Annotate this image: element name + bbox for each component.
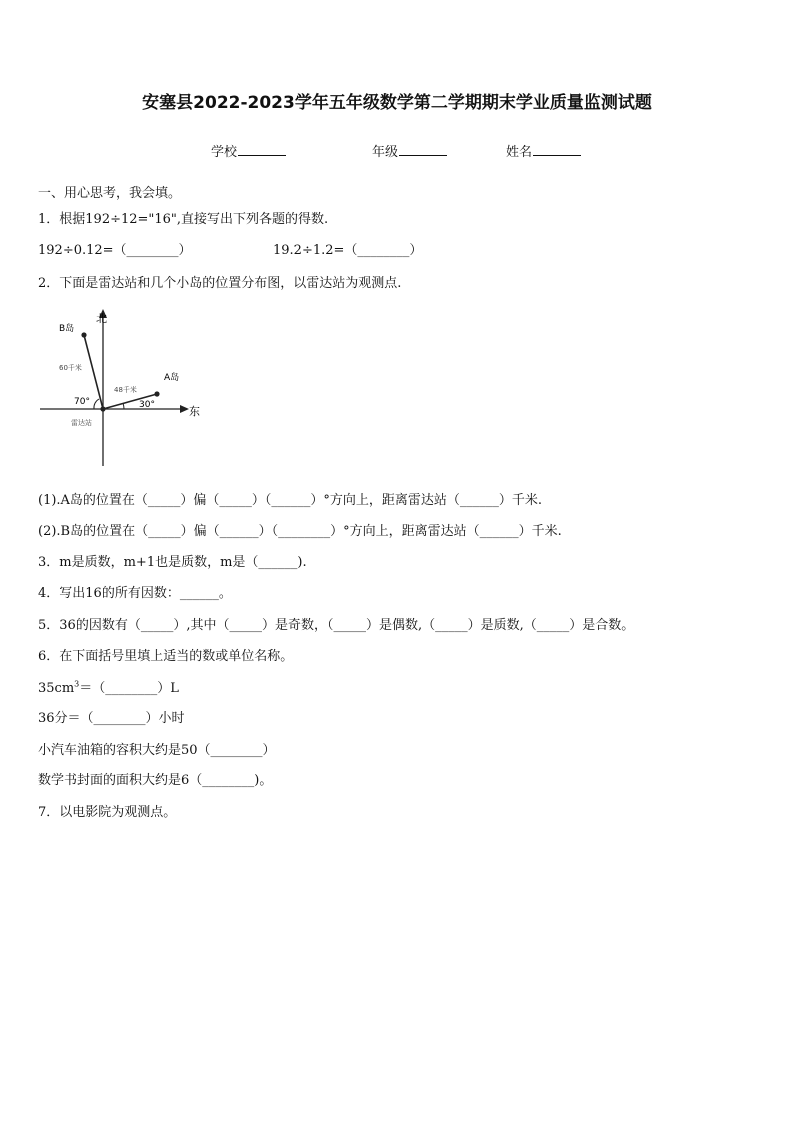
q1a-right: ） [178,243,192,258]
angle-b-label: 70° [74,397,90,407]
island-a-label: A岛 [164,373,180,383]
q6-volume-answer[interactable]: ＝（________）L [79,681,179,696]
question-4[interactable]: 4．写出16的所有因数：______。 [38,586,232,601]
question-3[interactable]: 3．m是质数，m+1也是质数，m是（______). [38,555,307,570]
q1b-answer-blank[interactable]: ________ [357,243,410,258]
north-label: 北 [96,312,107,325]
question-6-line-1[interactable] [38,677,179,696]
east-arrow-icon [180,405,189,413]
distance-b-label: 60千米 [59,364,82,372]
q6-volume-exponent: 3 [74,679,80,689]
question-1-stem: 1．根据192÷12="16",直接写出下列各题的得数. [38,212,329,227]
q1a-left: 192÷0.12=（ [38,243,127,258]
school-label: 学校 [211,145,238,160]
grade-blank[interactable] [399,143,447,156]
school-field[interactable] [211,141,286,160]
station-label: 雷达站 [71,419,92,427]
name-blank[interactable] [533,143,581,156]
name-field[interactable] [506,141,581,160]
q1b-left: 19.2÷1.2=（ [273,243,358,258]
question-2-stem: 2．下面是雷达站和几个小岛的位置分布图，以雷达站为观测点. [38,276,402,291]
grade-field[interactable] [372,141,447,160]
q6-volume-value: 35cm [38,681,75,696]
school-blank[interactable] [238,143,286,156]
q1a-answer-blank[interactable]: ________ [126,243,179,258]
island-b-label: B岛 [59,324,75,334]
question-6-stem: 6．在下面括号里填上适当的数或单位名称。 [38,649,294,664]
q1b-right: ） [409,243,423,258]
station-dot [100,406,105,411]
question-2-part-1[interactable]: (1).A岛的位置在（_____）偏（_____）（______）°方向上，距离雷达站（______）千米. [38,493,543,508]
distance-a-label: 48千米 [114,386,137,394]
section-heading: 一、用心思考，我会填。 [38,186,182,201]
angle-a-label: 30° [139,400,155,410]
question-1-a [38,239,192,258]
island-a-dot [154,391,159,396]
question-2-part-2[interactable]: (2).B岛的位置在（_____）偏（______）（________）°方向上，距离雷达站（______）千米. [38,524,562,539]
question-6-line-3[interactable]: 小汽车油箱的容积大约是50（________） [38,743,276,758]
name-label: 姓名 [506,145,533,160]
grade-label: 年级 [372,145,399,160]
page-title: 安塞县2022-2023学年五年级数学第二学期期末学业质量监测试题 [142,93,652,113]
question-1-b [273,239,422,258]
question-6-line-2[interactable]: 36分＝（________）小时 [38,711,185,726]
angle-b-arc [94,399,99,409]
east-label: 东 [189,405,200,418]
question-7: 7．以电影院为观测点。 [38,805,177,820]
question-5[interactable]: 5．36的因数有（_____）,其中（_____）是奇数，（_____）是偶数,（_____）是质数,（_____）是合数。 [38,618,635,633]
radar-position-diagram [36,306,216,470]
island-b-dot [81,332,86,337]
question-6-line-4[interactable]: 数学书封面的面积大约是6（________)。 [38,773,273,788]
